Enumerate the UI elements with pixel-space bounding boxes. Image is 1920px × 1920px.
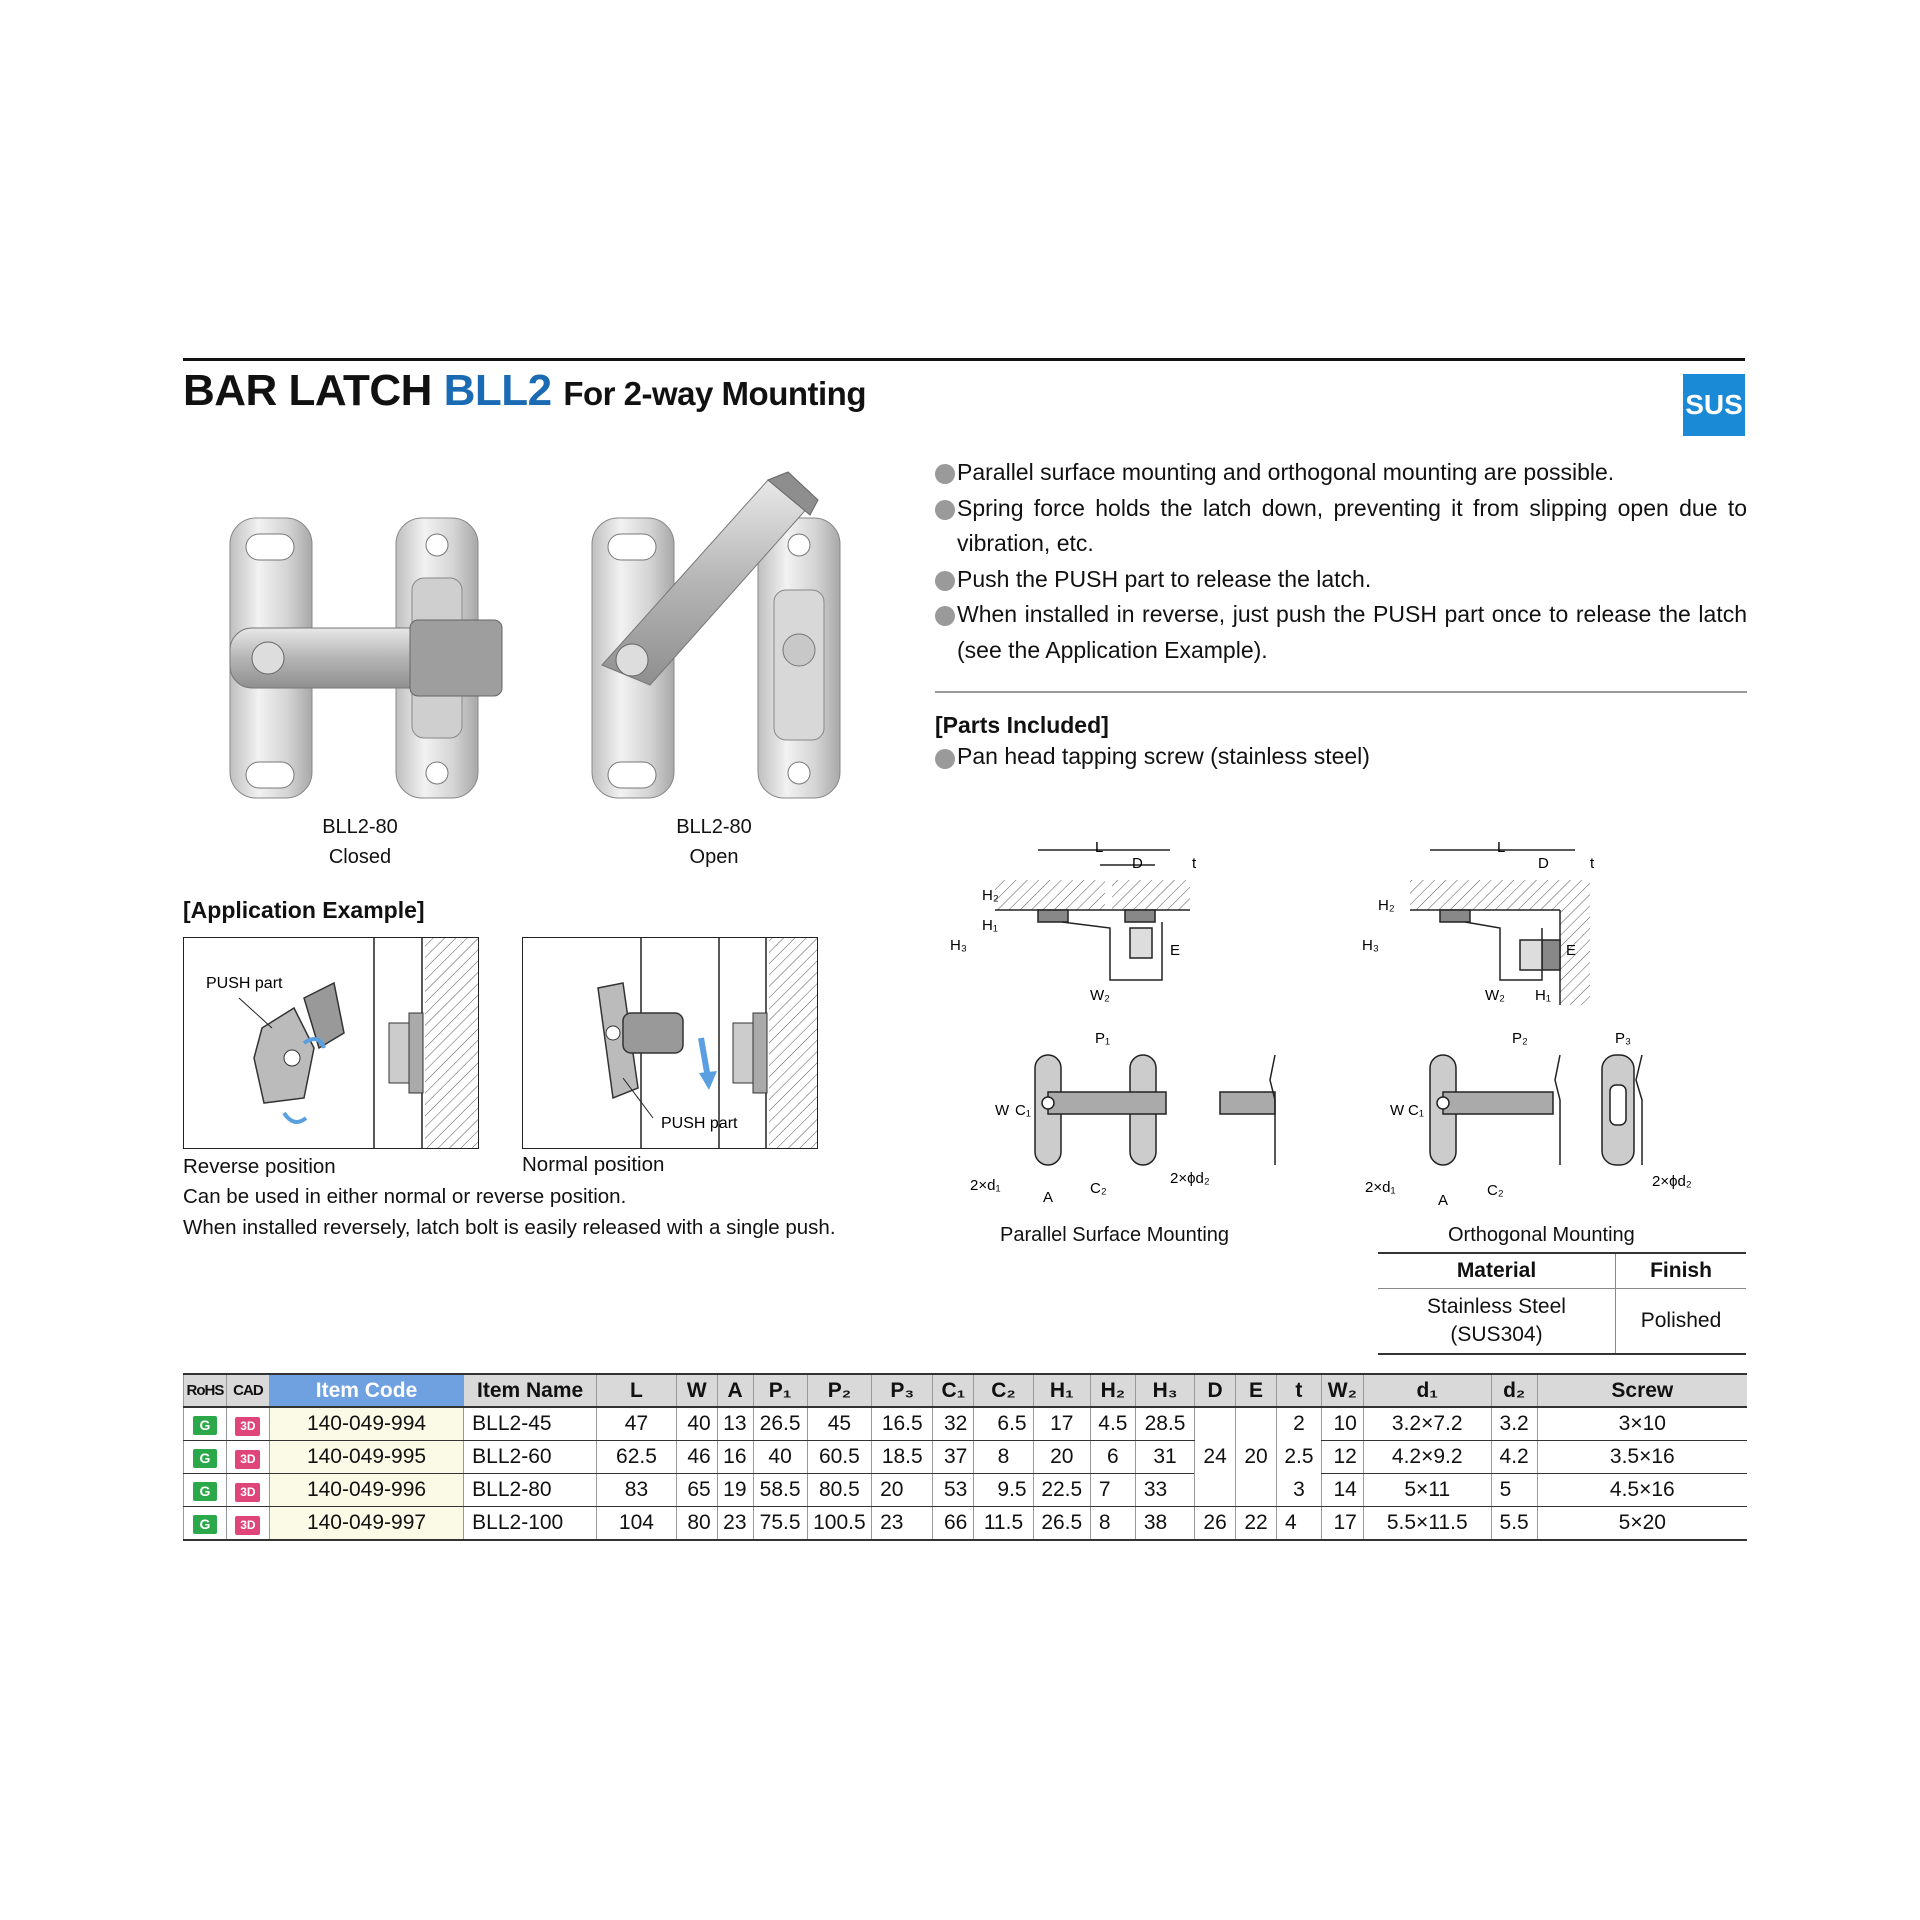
normal-position-figure	[522, 937, 818, 1149]
dim-A: A	[1043, 1189, 1054, 1206]
cell-H2: 7	[1090, 1474, 1135, 1507]
col-C1: C₁	[933, 1374, 974, 1407]
title-model: BLL2	[443, 366, 552, 415]
dim-d1: 2×d₁	[970, 1177, 1001, 1194]
cell-d1: 3.2×7.2	[1363, 1407, 1491, 1441]
parts-item: Pan head tapping screw (stainless steel)	[935, 743, 1370, 770]
cell-P3: 18.5	[872, 1441, 933, 1474]
material-header: Material	[1378, 1253, 1616, 1289]
rohs-cell[interactable]	[184, 1507, 227, 1541]
col-rohs: RoHS	[184, 1374, 227, 1407]
material-line: Stainless Steel	[1427, 1295, 1566, 1318]
cad-3d-icon[interactable]: 3D	[235, 1516, 260, 1535]
cell-H1: 26.5	[1033, 1507, 1090, 1541]
cad-3d-icon[interactable]: 3D	[235, 1417, 260, 1436]
finish-cell: Polished	[1616, 1289, 1747, 1355]
orthogonal-side-view	[1410, 850, 1590, 1005]
dim-C2: C₂	[1090, 1180, 1107, 1197]
cell-P2: 45	[807, 1407, 871, 1441]
item-code[interactable]: 140-049-994	[269, 1407, 463, 1441]
photo-caption-closed	[260, 812, 460, 872]
cell-P1: 75.5	[753, 1507, 807, 1541]
cell-screw: 3×10	[1537, 1407, 1747, 1441]
dim-D: D	[1132, 855, 1143, 872]
dim-P1: P₁	[1095, 1030, 1111, 1047]
title-subtitle: For 2-way Mounting	[563, 375, 866, 412]
item-name: BLL2-100	[464, 1507, 597, 1541]
cell-C2: 11.5	[974, 1507, 1033, 1541]
feature-item: Spring force holds the latch down, preventing it from slipping open due to vibration, etc.	[935, 491, 1747, 562]
item-code[interactable]: 140-049-996	[269, 1474, 463, 1507]
dim-d2: 2×ϕd₂	[1652, 1173, 1692, 1190]
cell-d1: 5×11	[1363, 1474, 1491, 1507]
parts-heading: [Parts Included]	[935, 712, 1109, 738]
application-heading: [Application Example]	[183, 897, 425, 923]
cell-A: 23	[717, 1507, 753, 1541]
col-E: E	[1236, 1374, 1277, 1407]
cell-C1: 37	[933, 1441, 974, 1474]
cell-t: 3	[1276, 1474, 1321, 1507]
cell-C2: 6.5	[974, 1407, 1033, 1441]
cell-C1: 66	[933, 1507, 974, 1541]
push-part-label: PUSH part	[661, 1115, 738, 1132]
photo-caption-model: BLL2-80	[676, 816, 752, 838]
cell-W: 80	[676, 1507, 717, 1541]
table-row	[184, 1474, 1748, 1507]
item-code[interactable]: 140-049-997	[269, 1507, 463, 1541]
orthogonal-caption: Orthogonal Mounting	[1448, 1224, 1635, 1246]
dim-W: W	[995, 1102, 1010, 1119]
item-name: BLL2-45	[464, 1407, 597, 1441]
col-H2: H₂	[1090, 1374, 1135, 1407]
dim-A: A	[1438, 1192, 1449, 1209]
cell-H2: 8	[1090, 1507, 1135, 1541]
dim-H3: H₃	[950, 937, 967, 954]
col-P3: P₃	[872, 1374, 933, 1407]
material-cell	[1378, 1289, 1616, 1355]
cell-H3: 28.5	[1135, 1407, 1194, 1441]
col-t: t	[1276, 1374, 1321, 1407]
dim-H1: H₁	[1535, 987, 1551, 1004]
dim-W2: W₂	[1485, 987, 1505, 1004]
dim-H2: H₂	[982, 887, 999, 904]
cell-t: 4	[1276, 1507, 1321, 1541]
dim-H2: H₂	[1378, 897, 1395, 914]
cell-screw: 3.5×16	[1537, 1441, 1747, 1474]
cell-A: 16	[717, 1441, 753, 1474]
cell-H3: 31	[1135, 1441, 1194, 1474]
parallel-caption: Parallel Surface Mounting	[1000, 1224, 1230, 1246]
technical-drawings	[930, 830, 1750, 1250]
cell-A: 13	[717, 1407, 753, 1441]
cell-W2: 12	[1321, 1441, 1363, 1474]
cad-3d-icon[interactable]: 3D	[235, 1450, 260, 1469]
dim-H1: H₁	[982, 917, 998, 934]
dim-d1: 2×d₁	[1365, 1179, 1396, 1196]
photo-open	[592, 472, 840, 798]
rohs-cell[interactable]	[184, 1441, 227, 1474]
cell-L: 104	[597, 1507, 677, 1541]
cell-L: 47	[597, 1407, 677, 1441]
cell-screw: 5×20	[1537, 1507, 1747, 1541]
material-table	[1378, 1252, 1746, 1355]
dim-W2: W₂	[1090, 987, 1110, 1004]
rohs-cell[interactable]	[184, 1407, 227, 1441]
cell-H2: 6	[1090, 1441, 1135, 1474]
dim-D: D	[1538, 855, 1549, 872]
dim-P3: P₃	[1615, 1030, 1632, 1047]
col-A: A	[717, 1374, 753, 1407]
cell-H1: 17	[1033, 1407, 1090, 1441]
cell-W: 65	[676, 1474, 717, 1507]
cell-P3: 16.5	[872, 1407, 933, 1441]
feature-list	[935, 455, 1747, 668]
table-row	[184, 1407, 1748, 1441]
cell-C1: 53	[933, 1474, 974, 1507]
dim-E: E	[1566, 942, 1577, 959]
cad-cell[interactable]	[226, 1441, 269, 1474]
material-line: (SUS304)	[1450, 1323, 1543, 1346]
push-part-label: PUSH part	[206, 975, 283, 992]
dim-C2: C₂	[1487, 1182, 1504, 1199]
col-screw: Screw	[1537, 1374, 1747, 1407]
col-cad: CAD	[226, 1374, 269, 1407]
cell-t: 2	[1276, 1407, 1321, 1441]
cad-cell[interactable]	[226, 1507, 269, 1541]
normal-caption: Normal position	[522, 1153, 665, 1176]
feature-item: Parallel surface mounting and orthogonal mounting are possible.	[935, 455, 1747, 491]
rohs-cell[interactable]	[184, 1474, 227, 1507]
photo-caption-model: BLL2-80	[322, 816, 398, 838]
feature-item: When installed in reverse, just push the PUSH part once to release the latch (see the Application Example).	[935, 597, 1747, 668]
cell-E: 20	[1236, 1407, 1277, 1507]
cell-W: 46	[676, 1441, 717, 1474]
item-code[interactable]: 140-049-995	[269, 1441, 463, 1474]
parallel-side-view	[995, 850, 1190, 980]
col-P2: P₂	[807, 1374, 871, 1407]
application-note: Can be used in either normal or reverse position.	[183, 1185, 627, 1208]
photo-caption-state: Closed	[328, 846, 392, 868]
cell-D: 24	[1195, 1407, 1236, 1507]
orthogonal-front-view	[1430, 1055, 1642, 1165]
col-d1: d₁	[1363, 1374, 1491, 1407]
cell-d1: 5.5×11.5	[1363, 1507, 1491, 1541]
col-C2: C₂	[974, 1374, 1033, 1407]
dim-t: t	[1590, 855, 1595, 872]
photo-caption-open	[614, 812, 814, 872]
col-D: D	[1195, 1374, 1236, 1407]
cell-screw: 4.5×16	[1537, 1474, 1747, 1507]
feature-item: Push the PUSH part to release the latch.	[935, 562, 1747, 598]
dim-C1: C₁	[1015, 1102, 1031, 1119]
cell-H3: 38	[1135, 1507, 1194, 1541]
cell-d2: 5	[1491, 1474, 1537, 1507]
cell-d2: 5.5	[1491, 1507, 1537, 1541]
table-row	[184, 1507, 1748, 1541]
cell-W2: 14	[1321, 1474, 1363, 1507]
photo-closed	[230, 518, 502, 798]
cell-W2: 17	[1321, 1507, 1363, 1541]
page-title	[183, 366, 866, 416]
cell-C1: 32	[933, 1407, 974, 1441]
dim-C1: C₁	[1408, 1102, 1424, 1119]
cell-C2: 9.5	[974, 1474, 1033, 1507]
cell-P1: 40	[753, 1441, 807, 1474]
cell-P2: 60.5	[807, 1441, 871, 1474]
rohs-icon[interactable]: G	[193, 1449, 217, 1468]
cell-D: 26	[1195, 1507, 1236, 1541]
cell-d1: 4.2×9.2	[1363, 1441, 1491, 1474]
dim-t: t	[1192, 855, 1197, 872]
title-main: BAR LATCH	[183, 366, 432, 415]
dim-W: W	[1390, 1102, 1405, 1119]
cell-W2: 10	[1321, 1407, 1363, 1441]
item-name: BLL2-60	[464, 1441, 597, 1474]
cell-L: 83	[597, 1474, 677, 1507]
cell-P3: 20	[872, 1474, 933, 1507]
dim-d2: 2×ϕd₂	[1170, 1170, 1210, 1187]
cell-P3: 23	[872, 1507, 933, 1541]
cad-cell[interactable]	[226, 1474, 269, 1507]
col-item-code: Item Code	[269, 1374, 463, 1407]
cell-H3: 33	[1135, 1474, 1194, 1507]
application-note: When installed reversely, latch bolt is easily released with a single push.	[183, 1216, 836, 1239]
cell-L: 62.5	[597, 1441, 677, 1474]
finish-header: Finish	[1616, 1253, 1747, 1289]
rohs-icon[interactable]: G	[193, 1515, 217, 1534]
material-badge: SUS	[1683, 374, 1745, 436]
spec-table	[183, 1373, 1747, 1541]
top-rule	[183, 358, 1745, 361]
cell-A: 19	[717, 1474, 753, 1507]
col-W: W	[676, 1374, 717, 1407]
col-H1: H₁	[1033, 1374, 1090, 1407]
cell-W: 40	[676, 1407, 717, 1441]
photo-caption-state: Open	[689, 846, 739, 868]
col-L: L	[597, 1374, 677, 1407]
dim-L: L	[1095, 839, 1104, 856]
table-row	[184, 1441, 1748, 1474]
cell-H1: 22.5	[1033, 1474, 1090, 1507]
cad-3d-icon[interactable]: 3D	[235, 1483, 260, 1502]
reverse-position-figure	[183, 937, 479, 1149]
cell-t: 2.5	[1276, 1441, 1321, 1474]
cell-d2: 3.2	[1491, 1407, 1537, 1441]
dim-E: E	[1170, 942, 1181, 959]
cell-H2: 4.5	[1090, 1407, 1135, 1441]
col-item-name: Item Name	[464, 1374, 597, 1407]
cell-E: 22	[1236, 1507, 1277, 1541]
reverse-caption: Reverse position	[183, 1155, 336, 1178]
cell-P1: 26.5	[753, 1407, 807, 1441]
rohs-icon[interactable]: G	[193, 1482, 217, 1501]
rohs-icon[interactable]: G	[193, 1416, 217, 1435]
col-H3: H₃	[1135, 1374, 1194, 1407]
dim-L: L	[1497, 839, 1506, 856]
col-d2: d₂	[1491, 1374, 1537, 1407]
dim-H3: H₃	[1362, 937, 1379, 954]
col-P1: P₁	[753, 1374, 807, 1407]
dim-P2: P₂	[1512, 1030, 1528, 1047]
cell-d2: 4.2	[1491, 1441, 1537, 1474]
item-name: BLL2-80	[464, 1474, 597, 1507]
section-divider	[935, 691, 1747, 693]
cell-P2: 80.5	[807, 1474, 871, 1507]
parallel-front-view	[1035, 1055, 1275, 1165]
col-W2: W₂	[1321, 1374, 1363, 1407]
cad-cell[interactable]	[226, 1407, 269, 1441]
cell-P1: 58.5	[753, 1474, 807, 1507]
product-photos	[220, 460, 880, 805]
cell-H1: 20	[1033, 1441, 1090, 1474]
spec-header-row	[184, 1374, 1748, 1407]
cell-C2: 8	[974, 1441, 1033, 1474]
cell-P2: 100.5	[807, 1507, 871, 1541]
